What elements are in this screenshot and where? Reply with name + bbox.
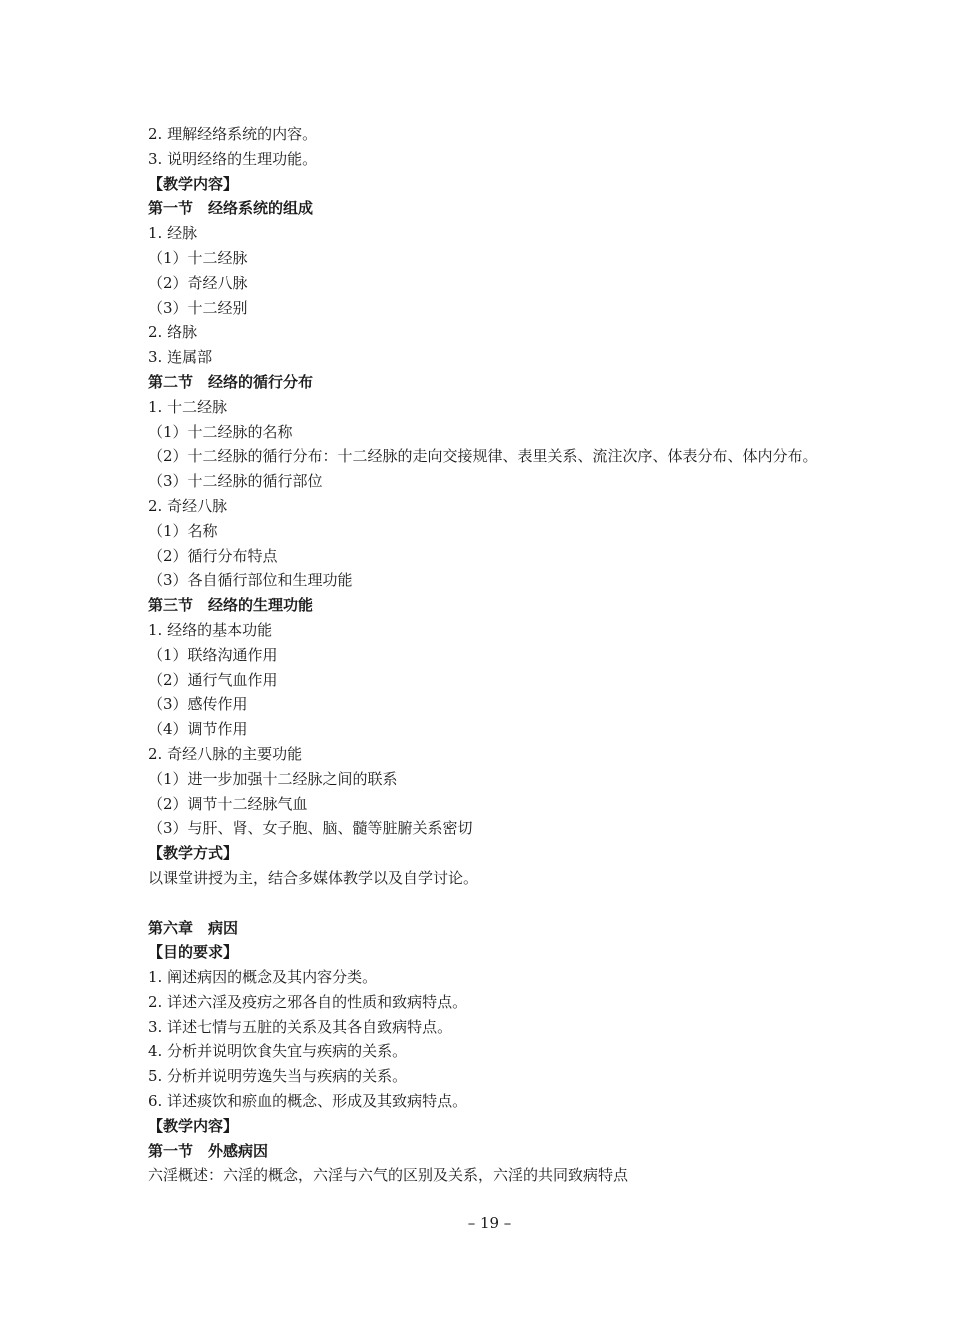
text-line: 3. 说明经络的生理功能。 xyxy=(148,149,318,168)
text-line: 2. 奇经八脉的主要功能 xyxy=(148,744,303,763)
text-line: （3）各自循行部位和生理功能 xyxy=(148,571,353,590)
section-heading: 第一节 外感病因 xyxy=(148,1141,269,1160)
section-meridians xyxy=(148,122,908,891)
text-line: 1. 阐述病因的概念及其内容分类。 xyxy=(148,968,378,987)
text-line: （1）进一步加强十二经脉之间的联系 xyxy=(148,769,398,788)
text-line: 1. 经脉 xyxy=(148,224,198,243)
text-line: （3）与肝、肾、女子胞、脑、髓等脏腑关系密切 xyxy=(148,819,473,838)
text-line: （2）循行分布特点 xyxy=(148,546,278,565)
text-line: 3. 详述七情与五脏的关系及其各自致病特点。 xyxy=(148,1017,453,1036)
document-body xyxy=(148,122,908,1188)
page-number: – 19 – xyxy=(467,1214,512,1232)
section-heading: 第二节 经络的循行分布 xyxy=(148,372,314,391)
text-line: 6. 详述痰饮和瘀血的概念、形成及其致病特点。 xyxy=(148,1092,468,1111)
text-line: （2）通行气血作用 xyxy=(148,670,278,689)
section-heading: 【教学方式】 xyxy=(148,844,239,863)
section-gap xyxy=(148,891,908,916)
section-heading: 第六章 病因 xyxy=(148,918,239,937)
section-chapter-six xyxy=(148,916,908,1189)
text-line: 1. 经络的基本功能 xyxy=(148,620,273,639)
text-line: 六淫概述：六淫的概念，六淫与六气的区别及关系，六淫的共同致病特点 xyxy=(148,1166,629,1185)
text-line: 5. 分析并说明劳逸失当与疾病的关系。 xyxy=(148,1067,408,1086)
text-line: （1）十二经脉的名称 xyxy=(148,422,293,441)
section-heading: 【教学内容】 xyxy=(148,174,239,193)
text-line: （3）十二经脉的循行部位 xyxy=(148,472,323,491)
text-line: （2）调节十二经脉气血 xyxy=(148,794,308,813)
text-line: 2. 理解经络系统的内容。 xyxy=(148,125,318,143)
text-line: （2）十二经脉的循行分布：十二经脉的走向交接规律、表里关系、流注次序、体表分布、体内分布。 xyxy=(148,447,818,466)
text-line: （3）感传作用 xyxy=(148,695,248,714)
text-line: 2. 详述六淫及疫疠之邪各自的性质和致病特点。 xyxy=(148,992,468,1011)
text-line: （4）调节作用 xyxy=(148,720,248,739)
text-line: （1）联络沟通作用 xyxy=(148,645,278,664)
section-heading: 第三节 经络的生理功能 xyxy=(148,596,314,615)
text-line: 4. 分析并说明饮食失宜与疾病的关系。 xyxy=(148,1042,408,1061)
text-line: 1. 十二经脉 xyxy=(148,397,228,416)
text-line: 3. 连属部 xyxy=(148,348,213,367)
section-heading: 第一节 经络系统的组成 xyxy=(148,199,314,218)
section-heading: 【教学内容】 xyxy=(148,1116,239,1135)
text-line: 以课堂讲授为主，结合多媒体教学以及自学讨论。 xyxy=(148,868,479,887)
text-line: （3）十二经别 xyxy=(148,298,248,317)
section-heading: 【目的要求】 xyxy=(148,943,239,962)
text-line: 2. 络脉 xyxy=(148,323,198,342)
text-line: （1）十二经脉 xyxy=(148,248,248,267)
text-line: 2. 奇经八脉 xyxy=(148,496,228,515)
text-line: （1）名称 xyxy=(148,521,218,540)
text-line: （2）奇经八脉 xyxy=(148,273,248,292)
